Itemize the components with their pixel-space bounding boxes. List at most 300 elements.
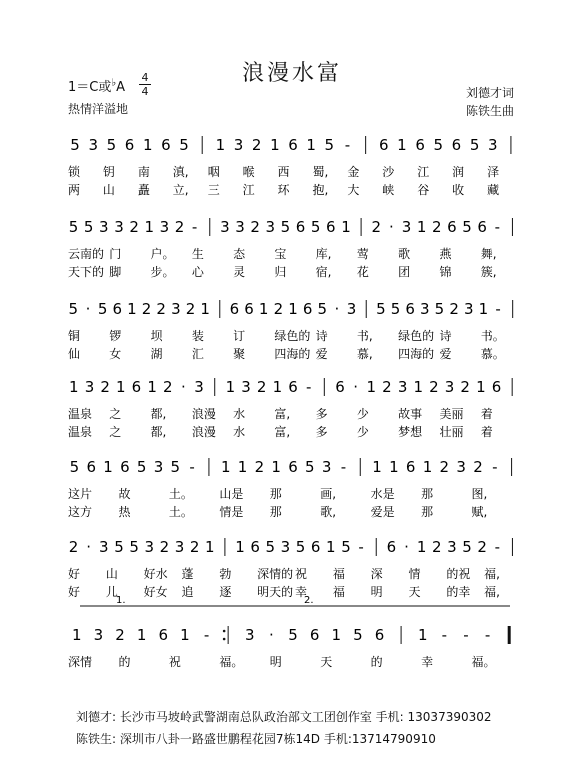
lyric-syllable: 富, (274, 407, 291, 421)
lyric-syllable: 西 (277, 165, 290, 179)
lyric-syllable: 土。 (168, 487, 193, 501)
lyric-syllable: 天 (320, 655, 333, 669)
note: 5 (114, 538, 124, 556)
time-signature-bottom: 4 (141, 85, 149, 98)
note-symbol: - (441, 626, 448, 644)
note: 3 (444, 378, 455, 396)
lyric-syllable: 的祝 (446, 567, 471, 581)
lyric-syllable: 仙 (68, 347, 81, 361)
contact-lyricist: 刘德才: 长沙市马坡岭武警湖南总队政治部文工团创作室 手机: 13037390302 (76, 710, 492, 724)
note: 6 (415, 136, 425, 154)
lyric-syllable: 那 (421, 487, 434, 501)
lyric-syllable: 态 (233, 247, 246, 261)
lyric-syllable: 美丽 (439, 407, 464, 421)
note: 2 (254, 458, 265, 476)
note-symbol: · (388, 218, 394, 236)
note: 6 (310, 538, 321, 556)
note: 5 (288, 626, 298, 644)
lyric-syllable: 水 (233, 407, 246, 421)
note: 2 (100, 378, 110, 396)
note: 1 (372, 458, 382, 476)
note: 5 (433, 136, 444, 154)
lyric-syllable: 滇, (172, 165, 189, 179)
lyric-syllable: 那 (269, 505, 282, 519)
lyric-syllable: 温泉 (68, 407, 93, 421)
note: 3 (346, 300, 357, 318)
lyric-syllable: 图, (471, 487, 488, 501)
lyric-syllable: 深 (370, 567, 383, 581)
note: 1 (413, 378, 424, 396)
lyric-syllable: 喉 (242, 165, 255, 179)
note: 5 (68, 218, 79, 236)
lyric-syllable: 着 (480, 425, 493, 439)
note: 3 (114, 218, 124, 236)
note: 1 (306, 136, 316, 154)
note-symbol: - (340, 458, 347, 476)
time-signature-top: 4 (141, 71, 149, 84)
note: 6 (250, 538, 260, 556)
note: 5 (341, 538, 351, 556)
note: 2 (439, 458, 450, 476)
note: 1 (331, 626, 342, 644)
note: 5 (462, 218, 472, 236)
lyric-syllable: 故事 (398, 407, 423, 421)
note: 2 (431, 538, 442, 556)
lyric-syllable: 爱是 (370, 505, 395, 519)
lyric-syllable: 蓬 (181, 567, 194, 581)
lyric-syllable: 幸 (295, 585, 308, 599)
repeat-dot (223, 630, 226, 633)
lyric-syllable: 江 (417, 165, 430, 179)
note: 5 (469, 136, 480, 154)
lyric-syllable: 浪漫 (191, 425, 216, 439)
note: 6 (112, 300, 123, 318)
lyric-syllable: 故 (118, 487, 131, 501)
lyric-syllable: 山是 (219, 487, 244, 501)
lyric-syllable: 少 (356, 425, 369, 439)
lyric-syllable: 山 (102, 183, 115, 197)
lyric-syllable: 这方 (68, 505, 93, 519)
lyric-syllable: 水是 (370, 487, 395, 501)
note: 3 (401, 218, 412, 236)
lyric-syllable: 福 (332, 585, 345, 599)
lyric-syllable: 咽 (207, 165, 220, 179)
note: 1 (200, 300, 210, 318)
note-symbol: - (484, 626, 491, 644)
note: 5 (69, 458, 80, 476)
note: 2 (382, 378, 392, 396)
lyric-syllable: 这片 (68, 487, 93, 501)
note: 1 (271, 458, 281, 476)
key-note: A (116, 80, 125, 95)
note: 6 (288, 136, 298, 154)
note: 1 (366, 378, 377, 396)
lyric-syllable: 书。 (480, 329, 505, 343)
note: 6 (229, 300, 240, 318)
note: 2 (473, 458, 483, 476)
note-symbol: - (305, 378, 312, 396)
lyric-syllable: 明 (269, 655, 282, 669)
lyric-syllable: 燕 (439, 247, 452, 261)
note: 3 (463, 300, 474, 318)
lyric-syllable: 润 (452, 165, 465, 179)
lyric-syllable: 金 (347, 165, 360, 179)
note: 1 (144, 218, 155, 236)
note: 3 (397, 378, 408, 396)
lyric-syllable: 歌 (398, 247, 411, 261)
note: 6 (244, 300, 254, 318)
note: 2 (250, 218, 260, 236)
note: 5 (170, 458, 181, 476)
lyric-syllable: 四海的 (398, 347, 435, 361)
note: 6 (86, 458, 96, 476)
note: 6 (405, 300, 415, 318)
lyric-syllable: 儿 (105, 585, 118, 599)
note: 1 (72, 626, 82, 644)
note: 3 (487, 136, 498, 154)
note: 3 (93, 626, 104, 644)
lyric-syllable: 追 (181, 585, 194, 599)
note: 1 (416, 218, 427, 236)
note: 1 (288, 300, 298, 318)
note: 3 (235, 218, 245, 236)
lyric-syllable: 聚 (233, 347, 246, 361)
note: 5 (376, 300, 386, 318)
lyric-syllable: 绿色的 (398, 329, 435, 343)
lyric-syllable: 三 (207, 183, 220, 197)
lyricist-credit: 刘德才词 (466, 86, 515, 100)
note-symbol: · (86, 538, 92, 556)
note: 1 (127, 300, 137, 318)
lyric-syllable: 户。 (150, 247, 175, 261)
lyric-syllable: 两 (68, 183, 81, 197)
lyric-syllable: 福 (332, 567, 345, 581)
note-symbol: - (344, 136, 351, 154)
note-symbol: - (358, 538, 364, 556)
lyric-syllable: 温泉 (68, 425, 93, 439)
note: 5 (434, 300, 445, 318)
note-symbol: - (495, 300, 501, 318)
lyric-syllable: 脚 (109, 265, 122, 279)
note: 3 (420, 300, 430, 318)
note: 6 (335, 378, 345, 396)
note: 3 (244, 626, 255, 644)
tempo-marking: 热情洋溢地 (68, 102, 129, 116)
note: 6 (124, 136, 135, 154)
lyric-syllable: 那 (421, 505, 434, 519)
lyric-syllable: 少 (356, 407, 369, 421)
lyric-syllable: 好女 (143, 585, 168, 599)
note: 6 (158, 626, 169, 644)
repeat-dot (223, 638, 226, 641)
note: 1 (235, 538, 245, 556)
lyric-syllable: 福, (484, 585, 500, 599)
note: 1 (136, 626, 147, 644)
note: 1 (69, 378, 79, 396)
lyric-syllable: 订 (233, 329, 246, 343)
note: 5 (305, 458, 315, 476)
note-symbol: - (191, 218, 198, 236)
note: 2 (185, 300, 196, 318)
note: 5 (83, 218, 94, 236)
note: 6 (120, 458, 130, 476)
lyric-syllable: 歌, (320, 505, 337, 519)
note: 2 (460, 378, 470, 396)
note: 5 (179, 136, 189, 154)
note: 6 (161, 136, 171, 154)
note: 5 (97, 300, 108, 318)
note: 2 (68, 538, 79, 556)
lyric-syllable: 好 (68, 567, 81, 581)
note-symbol: - (189, 458, 195, 476)
note: 1 (204, 538, 215, 556)
note: 3 (88, 136, 99, 154)
lyric-syllable: 富, (274, 425, 291, 439)
lyric-syllable: 湖 (150, 347, 163, 361)
note: 3 (280, 538, 291, 556)
note: 3 (99, 218, 109, 236)
note: 2 (429, 378, 439, 396)
composer-credit: 陈铁生曲 (466, 104, 515, 118)
lyric-syllable: 坝 (150, 329, 163, 343)
lyric-syllable: 明天的 (257, 585, 294, 599)
note: 1 (116, 378, 126, 396)
note: 1 (389, 458, 399, 476)
note-symbol: · (181, 378, 186, 396)
note-symbol: - (492, 458, 498, 476)
note: 5 (317, 300, 328, 318)
lyric-syllable: 库, (315, 247, 332, 261)
lyric-syllable: 都, (150, 407, 167, 421)
lyric-syllable: 福。 (471, 655, 496, 669)
lyric-syllable: 汇 (191, 347, 204, 361)
note: 2 (256, 378, 267, 396)
lyric-syllable: 莺 (356, 247, 369, 261)
lyric-syllable: 那 (269, 487, 282, 501)
lyric-syllable: 灵 (233, 265, 246, 279)
lyric-syllable: 爱 (315, 347, 328, 361)
lyric-syllable: 赋, (471, 505, 488, 519)
note: 1 (417, 626, 428, 644)
lyric-syllable: 环 (277, 183, 290, 197)
note: 5 (310, 218, 321, 236)
lyric-syllable: 泽 (487, 165, 500, 179)
note: 2 (431, 218, 442, 236)
note: 5 (265, 538, 276, 556)
note: 6 (309, 626, 320, 644)
note-symbol: - (463, 626, 469, 644)
song-title: 浪漫水富 (241, 61, 342, 86)
note-symbol: · (268, 626, 274, 644)
lyric-syllable: 之 (109, 407, 122, 421)
lyric-syllable: 心 (191, 265, 204, 279)
lyric-syllable: 热 (118, 505, 131, 519)
lyric-syllable: 的 (118, 655, 131, 669)
note: 1 (397, 136, 407, 154)
note: 6 (326, 218, 336, 236)
note: 1 (215, 136, 226, 154)
lyric-syllable: 四海的 (274, 347, 311, 361)
lyric-syllable: 好 (68, 585, 81, 599)
note: 5 (280, 218, 291, 236)
note: 6 (405, 458, 416, 476)
note: 1 (225, 378, 236, 396)
lyric-syllable: 逐 (219, 585, 232, 599)
note: 3 (220, 218, 230, 236)
lyric-syllable: 画, (320, 487, 337, 501)
note: 5 (68, 300, 79, 318)
note: 2 (189, 538, 200, 556)
lyric-syllable: 梦想 (398, 425, 423, 439)
lyric-syllable: 山 (105, 567, 118, 581)
lyric-syllable: 归 (274, 265, 287, 279)
lyric-syllable: 钥 (102, 165, 115, 179)
lyric-syllable: 书, (356, 329, 373, 343)
note: 1 (103, 458, 113, 476)
lyric-syllable: 锦 (439, 265, 452, 279)
lyric-syllable: 慕, (356, 347, 373, 361)
note: 6 (386, 538, 397, 556)
lyric-syllable: 勃 (219, 567, 232, 581)
note: 3 (84, 378, 95, 396)
lyric-syllable: 深情 (68, 655, 93, 669)
note: 6 (131, 378, 142, 396)
lyric-syllable: 情 (408, 567, 421, 581)
note: 5 (462, 538, 472, 556)
lyric-syllable: 绿色的 (274, 329, 311, 343)
lyric-syllable: 南 (137, 165, 150, 179)
lyric-syllable: 大 (347, 183, 360, 197)
lyric-syllable: 装 (191, 329, 204, 343)
lyric-syllable: 福。 (219, 655, 244, 669)
note: 3 (144, 538, 155, 556)
note: 5 (129, 538, 139, 556)
note: 1 (478, 300, 489, 318)
note: 1 (237, 458, 248, 476)
note: 2 (273, 300, 284, 318)
note: 2 (159, 538, 170, 556)
lyric-syllable: 蜀, (312, 165, 329, 179)
note: 2 (477, 538, 487, 556)
lyric-syllable: 峡 (382, 183, 395, 197)
lyric-syllable: 收 (452, 183, 465, 197)
contact-composer: 陈铁生: 深圳市八卦一路盛世鹏程花园7栋14D 手机:13714790910 (76, 732, 436, 746)
note: 2 (129, 218, 139, 236)
lyric-syllable: 江 (242, 183, 255, 197)
lyric-syllable: 慕。 (480, 347, 505, 361)
lyric-syllable: 沙 (382, 165, 395, 179)
note-symbol: · (85, 300, 91, 318)
lyric-syllable: 生 (191, 247, 204, 261)
note: 6 (379, 136, 389, 154)
lyric-syllable: 多 (315, 425, 328, 439)
lyric-syllable: 幸 (421, 655, 434, 669)
note: 6 (447, 218, 457, 236)
lyric-syllable: 藏 (487, 183, 500, 197)
note: 1 (326, 538, 336, 556)
lyric-syllable: 花 (356, 265, 369, 279)
lyric-syllable: 情是 (219, 505, 244, 519)
note: 2 (449, 300, 459, 318)
note: 2 (371, 218, 382, 236)
note-symbol: - (203, 626, 210, 644)
lyric-syllable: 诗 (315, 329, 328, 343)
note: 6 (477, 218, 487, 236)
lyric-syllable: 女 (109, 347, 122, 361)
note: 3 (174, 538, 185, 556)
note: 1 (258, 300, 269, 318)
note: 5 (353, 626, 363, 644)
lyric-syllable: 着 (480, 407, 493, 421)
lyric-syllable: 福, (484, 567, 500, 581)
lyric-syllable: 矗 (137, 183, 150, 197)
note: 3 (265, 218, 276, 236)
note-symbol: · (334, 300, 340, 318)
lyric-syllable: 步。 (150, 265, 175, 279)
note-symbol: - (494, 538, 501, 556)
lyric-syllable: 谷 (417, 183, 430, 197)
lyric-syllable: 壮丽 (439, 425, 464, 439)
note: 6 (288, 378, 298, 396)
lyric-syllable: 宝 (274, 247, 287, 261)
note: 3 (99, 538, 109, 556)
lyric-syllable: 天下的 (68, 265, 105, 279)
lyric-syllable: 祝 (295, 567, 308, 581)
note: 6 (374, 626, 385, 644)
lyric-syllable: 明 (370, 585, 383, 599)
note: 3 (447, 538, 457, 556)
note: 1 (272, 378, 283, 396)
lyric-syllable: 锁 (68, 165, 81, 179)
flat-symbol: ♭ (111, 77, 117, 89)
note: 5 (136, 458, 147, 476)
note: 1 (476, 378, 486, 396)
note: 1 (220, 458, 231, 476)
lyric-syllable: 水 (233, 425, 246, 439)
note: 1 (142, 136, 153, 154)
lyric-syllable: 土。 (168, 505, 193, 519)
lyric-syllable: 诗 (439, 329, 452, 343)
note: 2 (251, 136, 262, 154)
lyric-syllable: 抱, (312, 183, 329, 197)
key-prefix: 1＝C或 (68, 80, 112, 95)
note-symbol: · (404, 538, 409, 556)
lyric-syllable: 舞, (480, 247, 497, 261)
note: 2 (141, 300, 152, 318)
lyric-syllable: 之 (109, 425, 122, 439)
lyric-syllable: 宿, (315, 265, 332, 279)
note: 6 (491, 378, 502, 396)
lyric-syllable: 团 (398, 265, 411, 279)
note: 6 (302, 300, 313, 318)
note-symbol: · (353, 378, 359, 396)
lyric-syllable: 立, (172, 183, 189, 197)
note: 3 (241, 378, 251, 396)
note-symbol: - (494, 218, 501, 236)
lyric-syllable: 门 (109, 247, 122, 261)
note: 2 (156, 300, 166, 318)
note: 5 (324, 136, 335, 154)
lyric-syllable: 多 (315, 407, 328, 421)
note: 3 (171, 300, 181, 318)
lyric-syllable: 铜 (68, 329, 81, 343)
lyric-syllable: 深情的 (257, 567, 294, 581)
note: 5 (106, 136, 117, 154)
note: 3 (233, 136, 244, 154)
lyric-syllable: 浪漫 (191, 407, 216, 421)
note: 3 (159, 218, 170, 236)
note: 5 (390, 300, 401, 318)
